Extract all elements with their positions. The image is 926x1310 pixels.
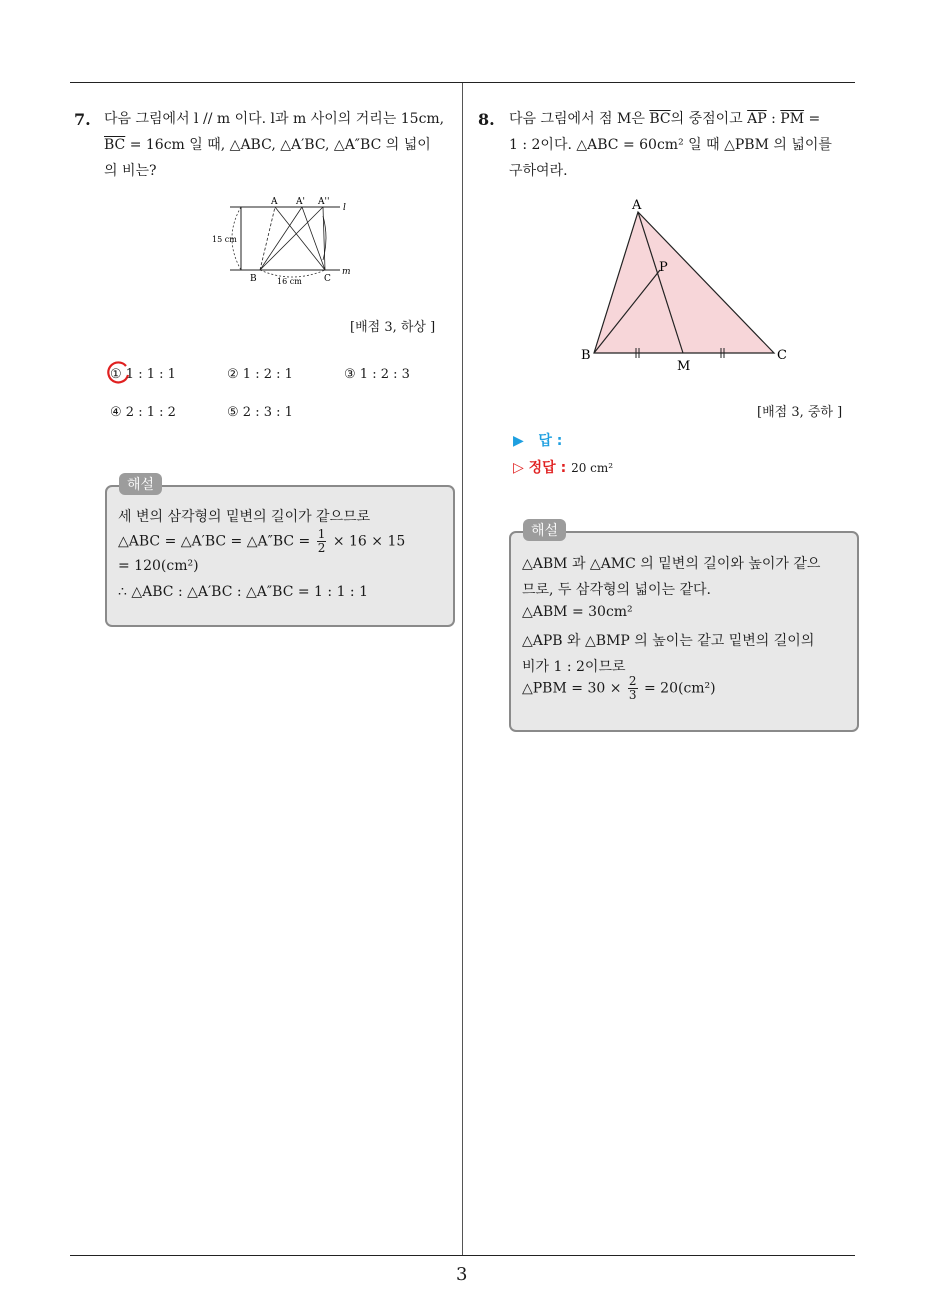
explanation-line: △ABM = 30cm² — [522, 604, 633, 620]
explanation-line: 세 변의 삼각형의 밑변의 길이가 같으므로 — [118, 509, 371, 525]
parallel-lines-figure — [205, 190, 355, 290]
explanation-line: 므로, 두 삼각형의 넓이는 같다. — [522, 582, 711, 598]
choice-4[interactable]: ④ 2 : 1 : 2 — [110, 405, 176, 420]
score-label: [배점 3, 중하 ] — [757, 405, 843, 420]
question-line: 다음 그림에서 l // m 이다. l과 m 사이의 거리는 15cm, — [104, 111, 445, 127]
label-base: 16 cm — [277, 277, 302, 286]
explanation-line: △ABM 과 △AMC 의 밑변의 길이와 높이가 같으 — [522, 556, 821, 572]
label-l: l — [343, 203, 346, 213]
base-brace — [260, 270, 325, 277]
explanation-tag: 해설 — [523, 519, 566, 541]
triangle-abc — [594, 212, 774, 353]
explanation-line: = 120(cm²) — [118, 558, 199, 574]
question-line: $\overline{BC} = 16cm$ 일 때, △ABC, △A′BC, △A″BC 의 넓이 — [104, 137, 431, 153]
choice-2[interactable]: ② 1 : 2 : 1 — [227, 367, 293, 382]
question-line: 다음 그림에서 점 M은 $\overline{BC}$의 중점이고 $\overline{AP}$ : $\overline{PM}$ = — [509, 111, 821, 127]
correct-answer-line: ▷ 정답 : 20 cm² — [513, 460, 614, 476]
choice-1[interactable]: ① 1 : 1 : 1 — [110, 367, 176, 382]
label-c: C — [777, 348, 787, 363]
label-a-prime: A' — [296, 197, 305, 207]
label-m: m — [342, 267, 351, 277]
label-a: A — [271, 197, 278, 207]
explanation-line: ∴ △ABC : △A′BC : △A″BC = 1 : 1 : 1 — [118, 584, 368, 600]
question-number: 7. — [74, 110, 91, 129]
label-c: C — [324, 274, 331, 284]
question-line: 1 : 2이다. △ABC = 60cm² 일 때 △PBM 의 넓이를 — [509, 137, 832, 153]
answer-line: ▶ 답 : — [513, 433, 563, 449]
fraction: $\frac{2}{3}$ — [628, 674, 637, 702]
bottom-rule — [70, 1255, 855, 1256]
explanation-line: △PBM = 30 × $\frac{2}{3}$ = 20(cm²) — [522, 674, 716, 702]
score-label: [배점 3, 하상 ] — [350, 320, 436, 335]
correct-value: 20 cm² — [571, 461, 614, 475]
label-m: M — [677, 359, 691, 374]
segment-bc: $\overline{BC}$ — [104, 137, 126, 153]
explanation-line: △APB 와 △BMP 의 높이는 같고 밑변의 길이의 — [522, 633, 815, 649]
label-height: 15 cm — [212, 235, 237, 244]
question-line: 의 비는? — [104, 163, 157, 179]
question-text — [104, 106, 454, 184]
question-line: 구하여라. — [509, 163, 568, 179]
label-p: P — [659, 260, 668, 275]
explanation-line: 비가 1 : 2이므로 — [522, 659, 626, 675]
label-b: B — [250, 274, 257, 284]
triangle-figure — [575, 195, 790, 375]
choice-5[interactable]: ⑤ 2 : 3 : 1 — [227, 405, 293, 420]
label-a: A — [632, 198, 642, 213]
correct-arrow-icon: ▷ — [513, 460, 524, 476]
question-text — [509, 106, 859, 184]
choice-3[interactable]: ③ 1 : 2 : 3 — [344, 367, 410, 382]
question-number: 8. — [478, 110, 495, 129]
explanation-tag: 해설 — [119, 473, 162, 495]
column-divider — [462, 83, 463, 1255]
explanation-line: △ABC = △A′BC = △A″BC = $\frac{1}{2}$ × 16 × 15 — [118, 527, 406, 555]
page-number: 3 — [456, 1264, 468, 1285]
label-b: B — [581, 348, 591, 363]
fraction: $\frac{1}{2}$ — [317, 527, 326, 555]
label-a-double-prime: A'' — [318, 197, 330, 207]
answer-arrow-icon: ▶ — [513, 433, 524, 449]
